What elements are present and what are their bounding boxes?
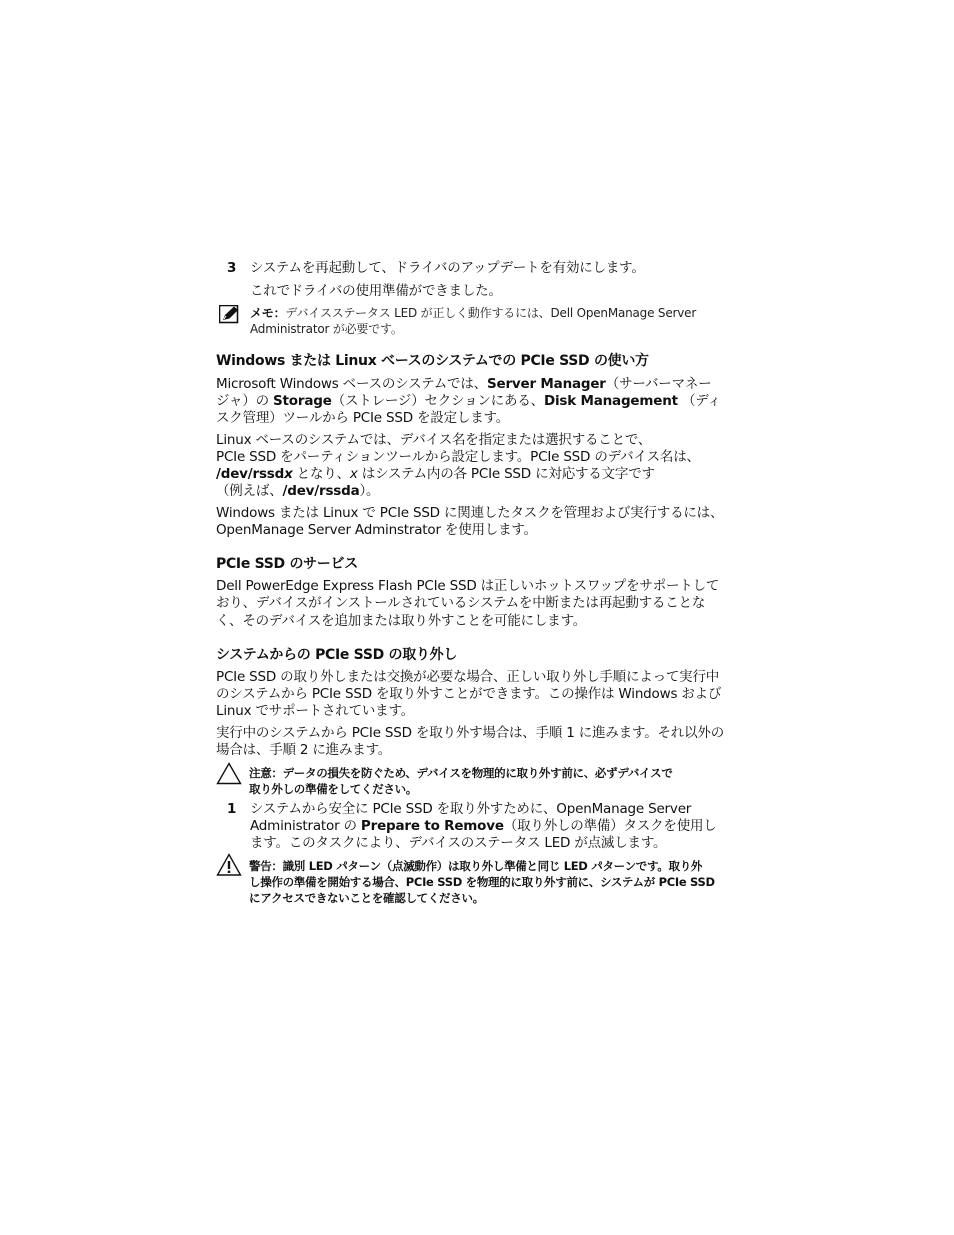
text-run: Microsoft Windows ベースのシステムでは、	[216, 376, 487, 392]
warning-line-2: し操作の準備を開始する場合、PCIe SSD を物理的に取り外す前に、システムが PCIe SSD	[249, 875, 715, 889]
paragraph-line	[216, 393, 721, 410]
text-run: はシステム内の各 PCIe SSD に対応する文字です	[357, 466, 655, 482]
step-number: 3	[227, 260, 237, 276]
ui-term-disk-management: Disk Management	[543, 393, 678, 409]
caution-line-2: 取り外しの準備をしてください。	[249, 782, 417, 796]
step-text: システムを再起動して、ドライバのアップデートを有効にします。	[250, 260, 645, 276]
paragraph-line	[216, 483, 379, 500]
memo-line-1	[250, 305, 696, 321]
text-run: （取り外しの準備）タスクを使用し	[503, 818, 717, 834]
paragraph-line: 実行中のシステムから PCIe SSD を取り外す場合は、手順 1 に進みます。それ以外の	[216, 725, 725, 741]
paragraph-line: Dell PowerEdge Express Flash PCIe SSD は正しいホットスワップをサポートして	[216, 578, 720, 594]
paragraph-line: く、そのデバイスを追加または取り外すことを可能にします。	[216, 613, 587, 629]
paragraph-line: おり、デバイスがインストールされているシステムを中断または再起動することな	[216, 595, 706, 611]
paragraph-line	[216, 376, 712, 393]
text-run: （ストレージ）セクションにある、	[331, 393, 544, 409]
section-heading-remove: システムからの PCIe SSD の取り外し	[216, 647, 458, 663]
paragraph-line: OpenManage Server Adminstrator を使用します。	[216, 522, 537, 538]
text-run: （サーバーマネー	[605, 376, 712, 392]
step-number: 1	[227, 801, 237, 817]
text-run: ）。	[359, 483, 380, 499]
text-run: ジャ）の	[216, 393, 274, 409]
warning-exclamation-icon	[216, 853, 242, 877]
text-run: Administrator の	[250, 818, 361, 834]
step-line	[250, 818, 717, 835]
paragraph-line: PCIe SSD をパーティションツールから設定します。PCIe SSD のデバイス名は、	[216, 449, 700, 465]
ui-term-prepare-to-remove: Prepare to Remove	[360, 818, 504, 834]
step-followup: これでドライバの使用準備ができました。	[250, 283, 502, 299]
device-path-example: /dev/rssda	[282, 483, 360, 499]
caution-line-1: 注意：データの損失を防ぐため、デバイスを物理的に取り外す前に、必ずデバイスで	[249, 766, 673, 780]
text-run: となり、	[292, 466, 350, 482]
paragraph-line	[216, 466, 655, 483]
device-path-var: x	[284, 466, 293, 482]
step-line: システムから安全に PCIe SSD を取り外すために、OpenManage Server	[250, 801, 692, 817]
ui-term-storage: Storage	[273, 393, 332, 409]
paragraph-line: PCIe SSD の取り外しまたは交換が必要な場合、正しい取り外し手順によって実行中	[216, 669, 720, 685]
warning-line-3: にアクセスできないことを確認してください。	[249, 891, 484, 905]
caution-triangle-icon	[216, 762, 242, 785]
section-heading-service: PCIe SSD のサービス	[216, 556, 358, 572]
paragraph-line: スク管理）ツールから PCIe SSD を設定します。	[216, 410, 510, 426]
memo-label: メモ：	[250, 306, 286, 320]
memo-line-2: Administrator が必要です。	[250, 322, 403, 336]
paragraph-line: Windows または Linux で PCIe SSD に関連したタスクを管理および実行するには、	[216, 505, 724, 521]
memo-text: デバイスステータス LED が正しく動作するには、Dell OpenManage Server	[285, 306, 697, 320]
ui-term-server-manager: Server Manager	[486, 376, 606, 392]
paragraph-line: Linux ベースのシステムでは、デバイス名を指定または選択することで、	[216, 432, 652, 448]
paragraph-line: Linux でサポートされています。	[216, 703, 414, 719]
device-path: /dev/rssd	[216, 466, 285, 482]
note-pencil-icon	[219, 305, 240, 324]
paragraph-line: のシステムから PCIe SSD を取り外すことができます。この操作は Windows および	[216, 686, 722, 702]
warning-line-1: 警告：識別 LED パターン（点滅動作）は取り外し準備と同じ LED パターンです。取り外	[249, 859, 703, 873]
text-run: （例えば、	[216, 483, 283, 499]
paragraph-line: 場合は、手順 2 に進みます。	[216, 742, 392, 758]
section-heading-usage: Windows または Linux ベースのシステムでの PCIe SSD の使い方	[216, 353, 649, 369]
step-line: ます。このタスクにより、デバイスのステータス LED が点滅します。	[250, 835, 667, 851]
var-x: x	[349, 466, 358, 482]
text-run: （ディ	[677, 393, 721, 409]
